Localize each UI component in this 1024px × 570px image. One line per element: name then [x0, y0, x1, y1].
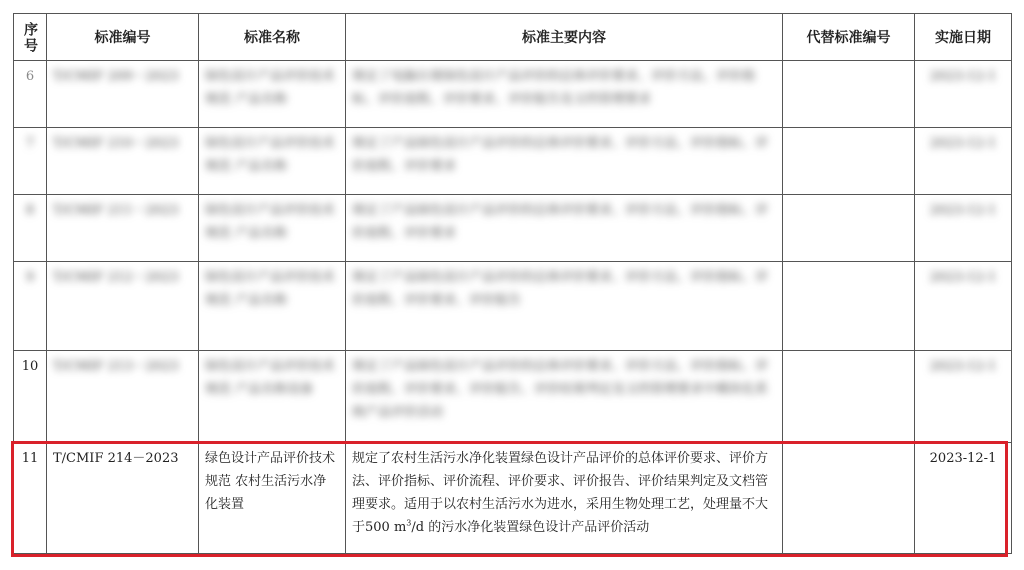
- row-content: 规定了电脑台架绿色设计产品评价的总体评价要求、评价方法、评价指标、评价流程、评价要求、评价报告及文档管理要求: [346, 61, 783, 128]
- row-code: T/CMIF 214－2023: [47, 443, 199, 554]
- row-date: 2023-12-1: [915, 61, 1012, 128]
- row-content: [346, 443, 783, 554]
- row-replace: [783, 443, 915, 554]
- row-seq: 9: [14, 262, 47, 351]
- row-replace: [783, 128, 915, 195]
- row-name: 绿色设计产品评价技术规范 农村生活污水净化装置: [199, 443, 346, 554]
- table-header-row: [14, 14, 1012, 61]
- row-seq: 10: [14, 351, 47, 443]
- table-row: [14, 61, 1012, 128]
- header-replace: 代替标准编号: [783, 14, 915, 61]
- row-code: T/CMIF 212－2023: [47, 262, 199, 351]
- table-row-highlighted: [14, 443, 1012, 554]
- header-name: 标准名称: [199, 14, 346, 61]
- row-content-superscript: 3: [406, 518, 412, 528]
- row-content-main: 规定了农村生活污水净化装置绿色设计产品评价的总体评价要求、评价方法、评价指标、评价流程、评价要求、评价报告、评价结果判定及文档管理要求。适用于以农村生活污水为进水，采用生物处理工艺，处理量不大于500 m: [352, 451, 769, 535]
- standards-table-container: [13, 13, 1011, 554]
- row-replace: [783, 61, 915, 128]
- row-content: 规定了产品绿色设计产品评价的总体评价要求、评价方法、评价指标、评价流程、评价要求: [346, 128, 783, 195]
- row-date: 2023-12-1: [915, 443, 1012, 554]
- row-name: 绿色设计产品评价技术规范 产品名称设备: [199, 351, 346, 443]
- table-row: [14, 262, 1012, 351]
- row-code: T/CMIF 211－2023: [47, 195, 199, 262]
- row-seq: 11: [14, 443, 47, 554]
- table-row: [14, 128, 1012, 195]
- row-code: T/CMIF 210－2023: [47, 128, 199, 195]
- header-content: 标准主要内容: [346, 14, 783, 61]
- row-content-tail: /d 的污水净化装置绿色设计产品评价活动: [411, 520, 650, 535]
- row-code: T/CMIF 209－2023: [47, 61, 199, 128]
- row-name: 绿色设计产品评价技术规范 产品名称: [199, 61, 346, 128]
- row-date: 2023-12-1: [915, 351, 1012, 443]
- row-date: 2023-12-1: [915, 262, 1012, 351]
- row-content: 规定了产品绿色设计产品评价的总体评价要求、评价方法、评价指标、评价流程、评价要求、评价报告: [346, 262, 783, 351]
- row-date: 2023-12-1: [915, 195, 1012, 262]
- row-replace: [783, 195, 915, 262]
- standards-table: [13, 13, 1012, 554]
- row-replace: [783, 262, 915, 351]
- table-row: [14, 195, 1012, 262]
- row-content: 规定了产品绿色设计产品评价的总体评价要求、评价方法、评价指标、评价流程、评价要求: [346, 195, 783, 262]
- table-row: [14, 351, 1012, 443]
- header-code: 标准编号: [47, 14, 199, 61]
- row-date: 2023-12-1: [915, 128, 1012, 195]
- row-code: T/CMIF 213－2023: [47, 351, 199, 443]
- row-name: 绿色设计产品评价技术规范 产品名称: [199, 262, 346, 351]
- row-seq: 8: [14, 195, 47, 262]
- row-name: 绿色设计产品评价技术规范 产品名称: [199, 195, 346, 262]
- row-seq: 7: [14, 128, 47, 195]
- row-replace: [783, 351, 915, 443]
- row-content: 规定了产品绿色设计产品评价的总体评价要求、评价方法、评价指标、评价流程、评价要求、评价报告、评价结果判定及文档管理要求中模块化系统产品评价活动: [346, 351, 783, 443]
- row-name: 绿色设计产品评价技术规范 产品名称: [199, 128, 346, 195]
- row-seq: 6: [14, 61, 47, 128]
- header-seq: 序号: [14, 14, 47, 61]
- header-date: 实施日期: [915, 14, 1012, 61]
